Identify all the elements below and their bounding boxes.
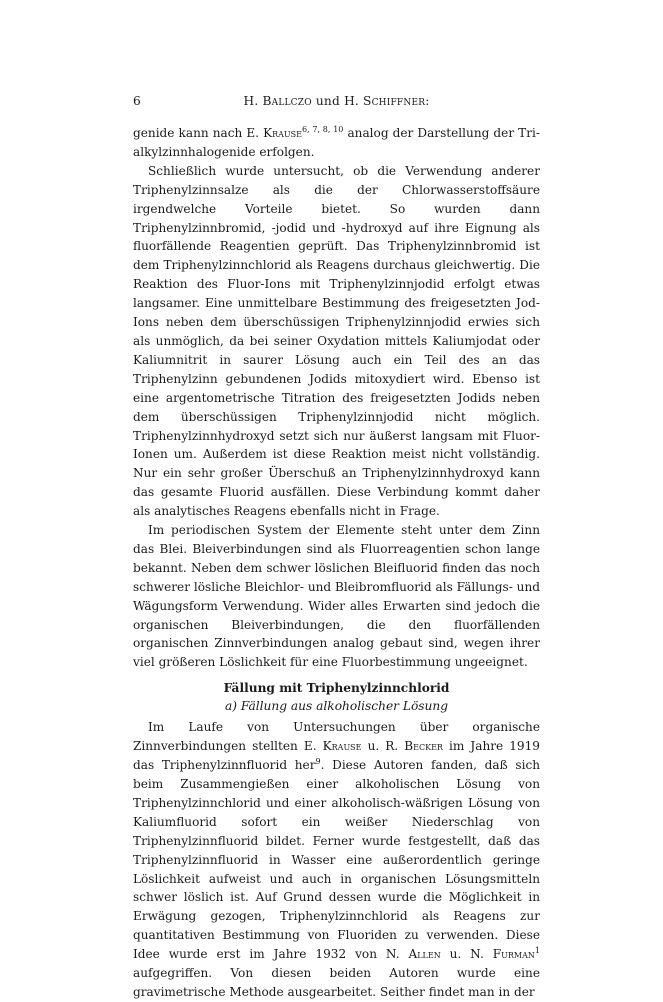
reference-superscript: 1 (534, 946, 540, 956)
paragraph (133, 162, 540, 521)
subsection-heading: a) Fällung aus alkoholischer Lösung (224, 699, 449, 714)
cited-author-name: Becker (404, 739, 443, 754)
reference-superscript: 6, 7, 8, 10 (302, 124, 344, 134)
text-run: Schließlich wurde untersucht, ob die Verwendung anderer Triphenylzinnsalze als die der Chlorwasserstoffsäure irgendwelche Vorteile bietet. So wurden dann Triphenylzinnbromid, -jodid und -hydroxyd auf ihre Eignung als fluorfällende Reagentien geprüft. Das Triphenylzinnbromid ist dem Triphenylzinnchlorid als Reagens durchaus gleichwertig. Die Reaktion des Fluor-Ions mit Triphenylzinnjodid erfolgt etwas langsamer. Eine unmittelbare Bestimmung des freigesetzten Jod-Ions neben dem überschüssigen Triphenylzinnjodid erwies sich als unmöglich, da bei seiner Oxydation mittels Kaliumjodat oder Kaliumnitrit in saurer Lösung auch ein Teil des an das Triphenylzinn gebundenen Jodids mitoxydiert wird. Ebenso ist eine argentometrische Titration des freigesetzten Jodids neben dem überschüssigen Triphenylzinnjodid nicht möglich. Triphenylzinnhydroxyd setzt sich nur äußerst langsam mit Fluor-Ionen um. Außerdem ist diese Reaktion meist nicht vollständig. Nur ein sehr großer Überschuß an Triphenylzinnhydroxyd kann das gesamte Fluorid ausfällen. Diese Verbindung kommt daher als analytisches Reagens ebenfalls nicht in Frage. (133, 163, 540, 519)
paragraph (133, 718, 540, 1002)
text-run: analog der Darstellung der Trialkylzinnhalogenide erfolgen. (133, 126, 540, 159)
author-name: H. Schiffner: (344, 94, 430, 108)
text-run: Im Laufe von Untersuchungen über organische Zinnverbindungen stellten E. (133, 720, 540, 754)
author-name: H. Ballczo (243, 94, 312, 108)
body-text (133, 124, 540, 1002)
text-run: aufgegriffen. Von diesen beiden Autoren wurde eine gravimetrische Methode ausgearbeitet. Seither findet man in der (133, 966, 540, 999)
cited-author-name: Krause (322, 739, 362, 754)
page-number: 6 (133, 94, 141, 108)
text-run: genide kann nach E. (133, 126, 264, 140)
text-run: u. R. (361, 739, 405, 754)
section-heading: Fällung mit Triphenylzinnchlorid (223, 681, 450, 696)
author-connector: und (315, 94, 340, 108)
running-head (133, 94, 540, 108)
cited-author-name: Krause (263, 126, 302, 140)
text-run: im Jahre 1919 das Triphenylzinnfluorid her (133, 739, 540, 773)
text-run: Im periodischen System der Elemente steht unter dem Zinn das Blei. Bleiverbindungen sind als Fluorreagentien schon lange bekannt. Neben dem schwer löslichen Bleifluorid finden das noch schwerer lösliche Bleichlor- und Bleibromfluorid als Fällungs- und Wägungsform Verwendung. Wider alles Erwarten sind jedoch die organischen Bleiverbindungen, die den fluorfällenden organischen Zinnverbindungen analog gebaut sind, wegen ihrer viel größeren Löslichkeit für eine Fluorbestimmung ungeeignet. (133, 523, 540, 670)
text-run: u. N. (440, 947, 493, 962)
cited-author-name: Allen (408, 947, 441, 962)
cited-author-name: Furman (492, 947, 535, 962)
text-run: . Diese Autoren fanden, daß sich beim Zusammengießen einer alkoholischen Lösung von Triphenylzinnchlorid und einer alkoholisch-wäßrigen Lösung von Kaliumfluorid sofort ein weißer Niederschlag von Triphenylzinnfluorid bildet. Ferner wurde festgestellt, daß das Triphenylzinnfluorid in Wasser eine außerordentlich geringe Löslichkeit aufweist und auch in organischen Lösungsmitteln schwer löslich ist. Auf Grund dessen wurde die Möglichkeit in Erwägung gezogen, Triphenylzinnchlorid als Reagens zur quantitativen Bestimmung von Fluoriden zu verwenden. Diese Idee wurde erst im Jahre 1932 von N. (133, 758, 541, 962)
paragraph (133, 521, 540, 672)
page-header (133, 94, 540, 114)
reference-superscript: 9 (315, 757, 321, 767)
paragraph (133, 124, 540, 162)
